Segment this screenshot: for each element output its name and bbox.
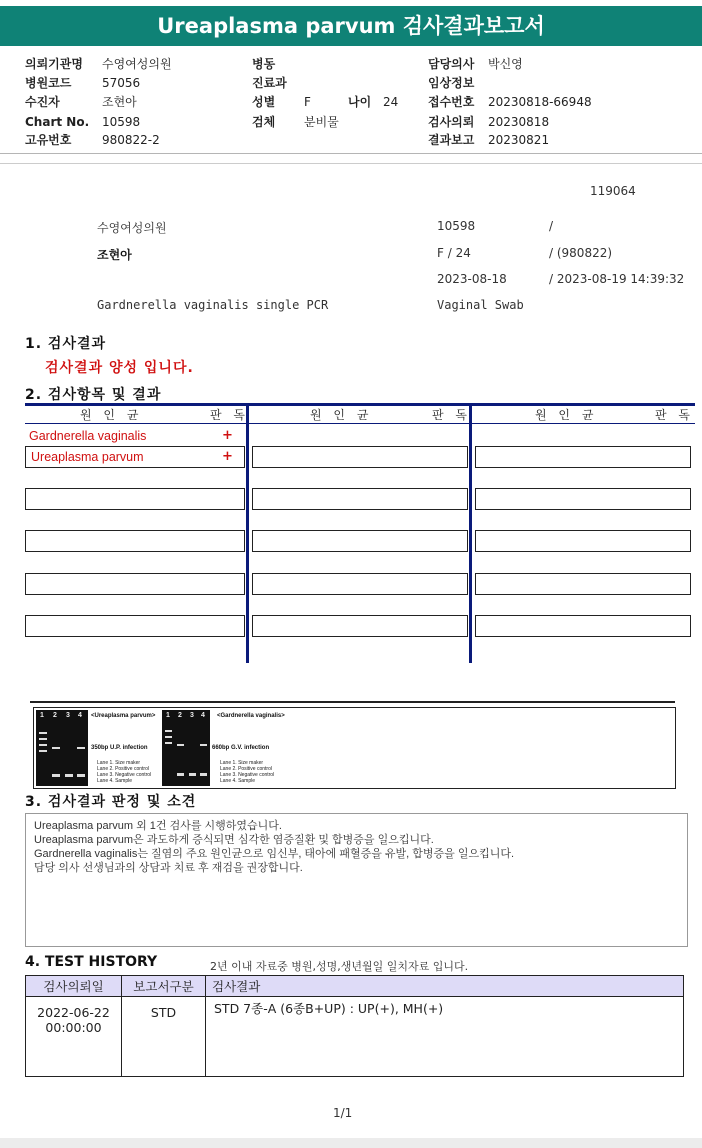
- column-header-judgement: 판 독: [655, 408, 694, 422]
- header-divider-2: [0, 163, 702, 164]
- result-cell: [252, 615, 468, 637]
- receipt-label: 접수번호: [428, 95, 475, 109]
- results-table-header-border: [25, 423, 695, 424]
- ward-label: 병동: [252, 57, 276, 71]
- history-result: STD 7종-A (6종B+UP) : UP(+), MH(+): [206, 997, 684, 1077]
- results-column-divider: [469, 403, 472, 663]
- chart-value: 10598: [102, 115, 141, 129]
- history-table: [25, 975, 684, 1077]
- gel-legend: Lane 2. Positive control: [97, 766, 149, 772]
- summary-specimen: Vaginal Swab: [437, 298, 524, 312]
- gel-legend: Lane 1. Size maker: [220, 760, 264, 766]
- findings-box: [25, 813, 688, 947]
- history-header-type: 보고서구분: [122, 976, 206, 997]
- gel-band: [52, 747, 60, 749]
- result-cell: [252, 488, 468, 510]
- request-label: 검사의뢰: [428, 115, 475, 129]
- findings-line: Ureaplasma parvum은 과도하게 증식되면 심각한 염증질환 및 합병증을 일으킵니다.: [34, 834, 434, 846]
- history-header-result: 검사결과: [206, 976, 684, 997]
- gel-section-divider: [30, 701, 675, 703]
- uid-value: 980822-2: [102, 133, 160, 147]
- summary-test-name: Gardnerella vaginalis single PCR: [97, 298, 329, 312]
- history-time: 00:00:00: [45, 1020, 102, 1035]
- gel-band: [165, 742, 172, 744]
- gel-band: [39, 750, 47, 752]
- sex-value: F: [304, 95, 311, 109]
- result-cell: [475, 446, 691, 468]
- gel-gv: [162, 710, 210, 786]
- gel-gv-title: <Gardnerella vaginalis>: [217, 713, 285, 719]
- doctor-value: 박신영: [488, 57, 523, 71]
- history-header-row: [26, 976, 684, 997]
- result-cell: [25, 615, 245, 637]
- history-header-date: 검사의뢰일: [26, 976, 122, 997]
- gel-band: [77, 774, 85, 777]
- gel-legend: Lane 3. Negative control: [97, 772, 152, 778]
- gel-band: [189, 773, 196, 776]
- patient-value: 조현아: [102, 95, 137, 109]
- result-judgement: +: [222, 428, 233, 443]
- section-3-heading: 3. 검사결과 판정 및 소견: [25, 794, 197, 810]
- summary-patient: 조현아: [97, 248, 132, 262]
- page-number: 1/1: [333, 1106, 353, 1120]
- request-value: 20230818: [488, 115, 550, 129]
- result-cell: [25, 530, 245, 552]
- gel-legend: Lane 1. Size maker: [97, 760, 141, 766]
- hospital-code-label: 병원코드: [25, 76, 72, 90]
- history-date: 2022-06-22: [37, 1005, 110, 1020]
- column-header-pathogen: 원 인 균: [535, 408, 598, 422]
- page-bottom-gutter: [0, 1138, 702, 1148]
- lane-number: 2: [178, 712, 182, 719]
- summary-chart: 10598: [437, 219, 476, 233]
- lane-number: 3: [66, 712, 70, 719]
- report-title: Ureaplasma parvum 검사결과보고서: [0, 6, 702, 46]
- history-date-cell: [26, 997, 122, 1077]
- result-pathogen: Gardnerella vaginalis: [29, 429, 147, 443]
- gel-band: [200, 773, 207, 776]
- dept-label: 진료과: [252, 76, 287, 90]
- gel-up: [36, 710, 88, 786]
- summary-date: 2023-08-18: [437, 272, 507, 286]
- section-2-heading: 2. 검사항목 및 결과: [25, 387, 162, 403]
- section-4-heading: 4. TEST HISTORY: [25, 954, 158, 970]
- gel-up-band-label: 350bp U.P. infection: [91, 745, 148, 751]
- gel-band: [177, 773, 184, 776]
- section-1-heading: 1. 검사결과: [25, 336, 107, 352]
- age-label: 나이: [348, 95, 372, 109]
- gel-up-title: <Ureaplasma parvum>: [91, 713, 156, 719]
- gel-band: [77, 747, 85, 749]
- column-header-judgement: 판 독: [210, 408, 249, 422]
- gel-band: [39, 744, 47, 746]
- patient-label: 수진자: [25, 95, 60, 109]
- results-column-divider: [246, 403, 249, 663]
- findings-line: Ureaplasma parvum 외 1건 검사를 시행하였습니다.: [34, 820, 282, 832]
- history-row: [26, 997, 684, 1077]
- receipt-value: 20230818-66948: [488, 95, 592, 109]
- hospital-code-value: 57056: [102, 76, 141, 90]
- gel-band: [165, 736, 172, 738]
- gel-band: [52, 774, 60, 777]
- chart-label: Chart No.: [25, 115, 90, 129]
- summary-slash: /: [549, 219, 554, 233]
- gel-band: [177, 744, 184, 746]
- specimen-value: 분비물: [304, 115, 339, 129]
- sex-label: 성별: [252, 95, 276, 109]
- result-cell: [25, 488, 245, 510]
- column-header-judgement: 판 독: [432, 408, 471, 422]
- result-cell: [475, 488, 691, 510]
- specimen-label: 검체: [252, 115, 276, 129]
- report-value: 20230821: [488, 133, 550, 147]
- clinical-label: 임상정보: [428, 76, 475, 90]
- gel-electrophoresis-image: [33, 707, 676, 789]
- institution-label: 의뢰기관명: [25, 57, 83, 71]
- summary-institution: 수영여성의원: [97, 221, 167, 235]
- lane-number: 4: [201, 712, 205, 719]
- result-cell: [252, 573, 468, 595]
- result-pathogen: Ureaplasma parvum: [31, 450, 144, 464]
- lane-number: 4: [78, 712, 82, 719]
- lane-number: 1: [40, 712, 44, 719]
- result-cell: [252, 530, 468, 552]
- report-label: 결과보고: [428, 133, 475, 147]
- history-note: 2년 이내 자료중 병원,성명,생년월일 일치자료 입니다.: [210, 960, 469, 973]
- result-judgement: +: [222, 449, 233, 464]
- doctor-label: 담당의사: [428, 57, 475, 71]
- summary-sex-age: F / 24: [437, 246, 471, 260]
- findings-line: Gardnerella vaginalis는 질염의 주요 원인균으로 임신부, 태아에 패혈증을 유발, 합병증을 일으킵니다.: [34, 848, 515, 860]
- summary-code: 119064: [590, 184, 636, 198]
- lane-number: 2: [53, 712, 57, 719]
- result-cell: [25, 573, 245, 595]
- gel-band: [165, 730, 172, 732]
- age-value: 24: [383, 95, 399, 109]
- result-cell: [475, 530, 691, 552]
- institution-value: 수영여성의원: [102, 57, 172, 71]
- result-statement: 검사결과 양성 입니다.: [45, 360, 194, 376]
- gel-legend: Lane 4. Sample: [97, 778, 133, 784]
- summary-birth: / (980822): [549, 246, 613, 260]
- gel-legend: Lane 4. Sample: [220, 778, 256, 784]
- gel-band: [200, 744, 207, 746]
- gel-gv-band-label: 660bp G.V. infection: [212, 745, 270, 751]
- result-cell: [475, 573, 691, 595]
- findings-line: 담당 의사 선생님과의 상담과 치료 후 재검을 권장합니다.: [34, 862, 303, 874]
- column-header-pathogen: 원 인 균: [80, 408, 143, 422]
- lane-number: 3: [190, 712, 194, 719]
- header-divider: [0, 153, 702, 154]
- gel-band: [39, 732, 47, 734]
- uid-label: 고유번호: [25, 133, 72, 147]
- gel-band: [39, 738, 47, 740]
- summary-datetime: / 2023-08-19 14:39:32: [549, 272, 685, 286]
- gel-legend: Lane 3. Negative control: [220, 772, 275, 778]
- result-cell: [475, 615, 691, 637]
- gel-band: [65, 774, 73, 777]
- history-type: STD: [122, 997, 206, 1077]
- gel-legend: Lane 2. Positive control: [220, 766, 272, 772]
- lane-number: 1: [166, 712, 170, 719]
- result-cell: [252, 446, 468, 468]
- column-header-pathogen: 원 인 균: [310, 408, 373, 422]
